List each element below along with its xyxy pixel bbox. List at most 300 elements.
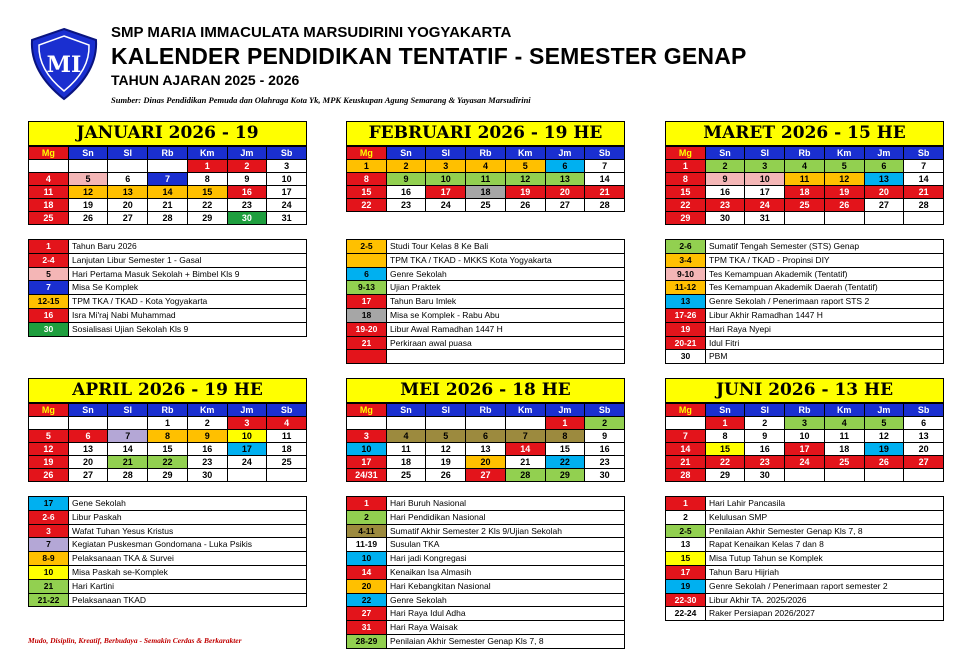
legend-date: 31	[347, 621, 387, 634]
day-cell: 19	[69, 199, 109, 212]
month-days	[346, 146, 625, 212]
legend-description: Ujian Praktek	[390, 282, 441, 293]
day-cell: 23	[228, 199, 268, 212]
day-cell: 7	[148, 173, 188, 186]
legend-description: Hari jadi Kongregasi	[390, 553, 467, 564]
legend-date: 30	[29, 323, 69, 336]
legend-date: 5	[29, 268, 69, 281]
month-days	[28, 403, 307, 482]
day-cell: 10	[426, 173, 466, 186]
month-calendar	[665, 378, 944, 482]
weekday-header: Mg	[666, 404, 706, 417]
legend-row	[347, 525, 625, 539]
day-cell	[506, 417, 546, 430]
day-cell: 4	[267, 417, 307, 430]
day-cell: 18	[466, 186, 506, 199]
legend-date: 16	[29, 309, 69, 322]
day-cell: 24	[785, 456, 825, 469]
day-cell: 19	[506, 186, 546, 199]
day-cell: 6	[108, 173, 148, 186]
legend-date: 2	[666, 511, 706, 524]
month-title: MARET 2026 - 15 HE	[665, 121, 944, 146]
day-cell: 23	[387, 199, 427, 212]
event-legend	[665, 496, 944, 621]
legend-date: 9-13	[347, 281, 387, 294]
legend-description: Kenaikan Isa Almasih	[390, 566, 472, 577]
day-cell: 18	[387, 456, 427, 469]
day-cell: 22	[347, 199, 387, 212]
day-cell	[426, 417, 466, 430]
day-cell: 26	[506, 199, 546, 212]
day-cell: 20	[546, 186, 586, 199]
weekday-header: Sl	[108, 404, 148, 417]
weekday-header: Sb	[585, 404, 625, 417]
day-cell: 17	[745, 186, 785, 199]
legend-description: Hari Raya Waisak	[390, 622, 458, 633]
day-cell: 13	[69, 443, 109, 456]
legend-date: 10	[29, 566, 69, 579]
day-cell: 8	[148, 430, 188, 443]
day-cell: 27	[69, 469, 109, 482]
legend-date: 30	[666, 350, 706, 363]
day-cell: 13	[466, 443, 506, 456]
legend-date: 12-15	[29, 295, 69, 308]
legend-date: 6	[347, 268, 387, 281]
day-cell: 28	[585, 199, 625, 212]
legend-row	[29, 580, 307, 594]
academic-year: TAHUN AJARAN 2025 - 2026	[111, 72, 300, 88]
day-cell: 14	[148, 186, 188, 199]
legend-row	[347, 566, 625, 580]
legend-description: Penilaian Akhir Semester Genap Kls 7, 8	[709, 525, 863, 536]
legend-row	[347, 621, 625, 635]
day-cell: 12	[825, 173, 865, 186]
source-note: Sumber: Dinas Pendidikan Pemuda dan Olahraga Kota Yk, MPK Keuskupan Agung Semarang & Yayasan Marsudirini	[111, 95, 531, 105]
day-cell: 14	[108, 443, 148, 456]
day-cell: 5	[69, 173, 109, 186]
day-cell: 9	[387, 173, 427, 186]
legend-row	[347, 497, 625, 511]
legend-row	[29, 268, 307, 282]
day-cell: 1	[347, 160, 387, 173]
legend-description: Hari Pendidikan Nasional	[390, 511, 486, 522]
legend-date: 27	[347, 607, 387, 620]
weekday-header: Mg	[29, 404, 69, 417]
legend-description	[387, 350, 624, 363]
day-cell	[904, 212, 944, 225]
day-cell: 23	[585, 456, 625, 469]
legend-description: Misa Se Komplek	[72, 282, 139, 293]
month-calendar	[346, 121, 625, 212]
legend-description: Genre Sekolah	[390, 594, 447, 605]
day-cell: 29	[546, 469, 586, 482]
legend-date: 2	[347, 511, 387, 524]
day-cell: 17	[347, 456, 387, 469]
day-cell: 5	[825, 160, 865, 173]
legend-description: TPM TKA / TKAD - MKKS Kota Yogyakarta	[390, 254, 552, 265]
day-cell	[785, 469, 825, 482]
day-cell: 3	[785, 417, 825, 430]
day-cell: 13	[108, 186, 148, 199]
legend-description: Susulan TKA	[390, 539, 440, 550]
weekday-header: Jm	[228, 147, 268, 160]
day-cell: 20	[466, 456, 506, 469]
day-cell: 15	[188, 186, 228, 199]
legend-description: Genre Sekolah / Penerimaan raport STS 2	[709, 296, 870, 307]
legend-row	[29, 281, 307, 295]
day-cell: 29	[188, 212, 228, 225]
event-legend	[28, 496, 307, 607]
day-cell: 2	[228, 160, 268, 173]
legend-row	[29, 552, 307, 566]
day-cell: 19	[426, 456, 466, 469]
weekday-header: Rb	[785, 404, 825, 417]
day-cell: 15	[347, 186, 387, 199]
legend-date: 22-24	[666, 607, 706, 620]
legend-description: Misa Tutup Tahun se Komplek	[709, 553, 823, 564]
event-legend	[665, 239, 944, 364]
day-cell: 24	[745, 199, 785, 212]
day-cell	[69, 417, 109, 430]
weekday-header: Sl	[426, 404, 466, 417]
weekday-header: Mg	[347, 147, 387, 160]
weekday-header: Km	[506, 147, 546, 160]
school-name: SMP MARIA IMMACULATA MARSUDIRINI YOGYAKARTA	[111, 24, 512, 41]
day-cell: 3	[426, 160, 466, 173]
day-cell: 11	[785, 173, 825, 186]
month-title: JANUARI 2026 - 19	[28, 121, 307, 146]
legend-row	[666, 254, 944, 268]
day-cell	[666, 417, 706, 430]
legend-date: 2-5	[347, 240, 387, 253]
legend-description: Hari Lahir Pancasila	[709, 498, 786, 508]
day-cell: 16	[228, 186, 268, 199]
day-cell: 2	[745, 417, 785, 430]
day-cell	[904, 469, 944, 482]
legend-row	[666, 309, 944, 323]
day-cell	[387, 417, 427, 430]
day-cell	[148, 160, 188, 173]
weekday-header: Jm	[546, 147, 586, 160]
day-cell: 21	[585, 186, 625, 199]
legend-row	[347, 295, 625, 309]
weekday-header: Sn	[69, 404, 109, 417]
day-cell: 27	[108, 212, 148, 225]
weekday-header: Sb	[585, 147, 625, 160]
day-cell: 11	[29, 186, 69, 199]
day-cell: 22	[188, 199, 228, 212]
legend-row	[666, 497, 944, 511]
day-cell: 19	[29, 456, 69, 469]
legend-description: Tes Kemampuan Akademik (Tentatif)	[709, 268, 848, 279]
weekday-header: Sl	[426, 147, 466, 160]
day-cell: 28	[666, 469, 706, 482]
day-cell: 21	[108, 456, 148, 469]
day-cell: 25	[825, 456, 865, 469]
legend-date: 13	[666, 295, 706, 308]
day-cell: 28	[108, 469, 148, 482]
month-calendar	[665, 121, 944, 225]
day-cell: 11	[387, 443, 427, 456]
legend-row	[666, 525, 944, 539]
weekday-header: Km	[506, 404, 546, 417]
day-cell: 26	[426, 469, 466, 482]
day-cell: 23	[188, 456, 228, 469]
day-cell: 20	[865, 186, 905, 199]
weekday-header: Km	[825, 404, 865, 417]
day-cell: 24/31	[347, 469, 387, 482]
day-cell: 31	[267, 212, 307, 225]
day-cell: 18	[267, 443, 307, 456]
month-title: APRIL 2026 - 19 HE	[28, 378, 307, 403]
day-cell: 21	[666, 456, 706, 469]
day-cell: 6	[69, 430, 109, 443]
legend-description: Genre Sekolah	[390, 268, 447, 279]
legend-row	[29, 497, 307, 511]
day-cell: 30	[706, 212, 746, 225]
day-cell: 22	[546, 456, 586, 469]
legend-description: Kegiatan Puskesman Gondomana - Luka Psikis	[72, 539, 253, 550]
day-cell: 15	[666, 186, 706, 199]
day-cell: 22	[148, 456, 188, 469]
legend-row	[666, 580, 944, 594]
day-cell: 3	[745, 160, 785, 173]
weekday-header: Sl	[745, 404, 785, 417]
day-cell: 6	[865, 160, 905, 173]
day-cell: 19	[825, 186, 865, 199]
day-cell: 20	[69, 456, 109, 469]
day-cell: 17	[785, 443, 825, 456]
legend-date: 10	[347, 552, 387, 565]
legend-date: 19	[666, 580, 706, 593]
legend-description: Tahun Baru Hijriah	[709, 566, 779, 577]
legend-row	[347, 635, 625, 649]
day-cell: 11	[825, 430, 865, 443]
legend-date: 28-29	[347, 635, 387, 648]
day-cell: 16	[585, 443, 625, 456]
day-cell: 2	[585, 417, 625, 430]
day-cell: 30	[228, 212, 268, 225]
day-cell: 6	[904, 417, 944, 430]
day-cell: 26	[865, 456, 905, 469]
legend-description: Idul Fitri	[709, 337, 740, 348]
day-cell	[108, 417, 148, 430]
day-cell: 25	[785, 199, 825, 212]
weekday-header: Rb	[466, 147, 506, 160]
legend-description: Hari Pertama Masuk Sekolah + Bimbel Kls 9	[72, 268, 240, 279]
day-cell: 14	[904, 173, 944, 186]
day-cell: 30	[188, 469, 228, 482]
legend-description: TPM TKA / TKAD - Propinsi DIY	[709, 254, 830, 265]
month-title: JUNI 2026 - 13 HE	[665, 378, 944, 403]
day-cell: 27	[904, 456, 944, 469]
legend-description: TPM TKA / TKAD - Kota Yogyakarta	[72, 296, 208, 307]
day-cell	[29, 160, 69, 173]
legend-description: Tahun Baru Imlek	[390, 296, 457, 307]
day-cell: 28	[148, 212, 188, 225]
day-cell: 12	[426, 443, 466, 456]
legend-row	[347, 594, 625, 608]
event-legend	[346, 239, 625, 364]
legend-row	[666, 240, 944, 254]
day-cell: 5	[506, 160, 546, 173]
legend-row	[29, 295, 307, 309]
day-cell: 6	[466, 430, 506, 443]
svg-text:MI: MI	[46, 52, 82, 78]
day-cell: 18	[825, 443, 865, 456]
legend-row	[666, 350, 944, 364]
month-calendar	[28, 121, 307, 225]
legend-description: Tes Kemampuan Akademik Daerah (Tentatif)	[709, 282, 878, 293]
legend-date: 3	[29, 525, 69, 538]
day-cell: 29	[706, 469, 746, 482]
day-cell: 13	[904, 430, 944, 443]
legend-description: Sumatif Tengah Semester (STS) Genap	[709, 241, 860, 251]
day-cell	[825, 212, 865, 225]
day-cell: 12	[865, 430, 905, 443]
legend-row	[29, 240, 307, 254]
day-cell: 12	[29, 443, 69, 456]
legend-description: Perkiraan awal puasa	[390, 337, 472, 348]
day-cell: 9	[745, 430, 785, 443]
day-cell: 1	[706, 417, 746, 430]
weekday-header: Sn	[706, 147, 746, 160]
day-cell: 24	[228, 456, 268, 469]
day-cell: 7	[585, 160, 625, 173]
day-cell: 23	[745, 456, 785, 469]
day-cell: 29	[148, 469, 188, 482]
day-cell: 27	[466, 469, 506, 482]
day-cell: 27	[865, 199, 905, 212]
legend-row	[347, 511, 625, 525]
legend-date: 17	[666, 566, 706, 579]
day-cell: 12	[506, 173, 546, 186]
day-cell: 12	[69, 186, 109, 199]
day-cell: 15	[148, 443, 188, 456]
day-cell: 4	[29, 173, 69, 186]
legend-date: 22	[347, 594, 387, 607]
day-cell	[29, 417, 69, 430]
month-title: MEI 2026 - 18 HE	[346, 378, 625, 403]
day-cell: 9	[228, 173, 268, 186]
day-cell: 26	[69, 212, 109, 225]
day-cell: 13	[546, 173, 586, 186]
day-cell: 21	[904, 186, 944, 199]
day-cell: 11	[466, 173, 506, 186]
legend-description: Hari Buruh Nasional	[390, 498, 467, 508]
weekday-header: Sb	[267, 147, 307, 160]
day-cell: 14	[585, 173, 625, 186]
legend-description: Pelaksanaan TKAD	[72, 594, 147, 605]
day-cell: 10	[745, 173, 785, 186]
legend-row	[666, 281, 944, 295]
legend-row	[29, 566, 307, 580]
day-cell: 25	[387, 469, 427, 482]
weekday-header: Sb	[267, 404, 307, 417]
legend-description: PBM	[709, 351, 728, 362]
legend-row	[29, 254, 307, 268]
day-cell: 1	[148, 417, 188, 430]
weekday-header: Jm	[228, 404, 268, 417]
legend-date: 20	[347, 580, 387, 593]
legend-date: 13	[666, 538, 706, 551]
weekday-header: Sn	[387, 404, 427, 417]
weekday-header: Sn	[69, 147, 109, 160]
day-cell: 1	[666, 160, 706, 173]
legend-row	[666, 323, 944, 337]
day-cell: 23	[706, 199, 746, 212]
legend-description: Isra Mi'raj Nabi Muhammad	[72, 309, 176, 320]
legend-row	[347, 350, 625, 364]
legend-row	[347, 323, 625, 337]
day-cell: 10	[267, 173, 307, 186]
legend-row	[347, 281, 625, 295]
weekday-header: Km	[825, 147, 865, 160]
legend-date: 2-4	[29, 254, 69, 267]
day-cell: 5	[426, 430, 466, 443]
legend-description: Libur Awal Ramadhan 1447 H	[390, 323, 503, 334]
day-cell: 28	[506, 469, 546, 482]
legend-description: Misa Paskah se-Komplek	[72, 566, 168, 577]
legend-row	[666, 566, 944, 580]
legend-date: 15	[666, 552, 706, 565]
day-cell: 5	[865, 417, 905, 430]
weekday-header: Mg	[347, 404, 387, 417]
legend-date: 7	[29, 538, 69, 551]
day-cell	[865, 469, 905, 482]
day-cell	[228, 469, 268, 482]
legend-description: Misa se Komplek - Rabu Abu	[390, 309, 500, 320]
legend-row	[347, 538, 625, 552]
day-cell: 30	[745, 469, 785, 482]
legend-date: 20-21	[666, 337, 706, 350]
day-cell: 5	[29, 430, 69, 443]
legend-date: 1	[29, 240, 69, 253]
legend-row	[29, 538, 307, 552]
weekday-header: Km	[188, 404, 228, 417]
legend-row	[666, 511, 944, 525]
legend-date: 18	[347, 309, 387, 322]
legend-row	[347, 309, 625, 323]
legend-description: Hari Raya Nyepi	[709, 323, 771, 334]
day-cell: 2	[188, 417, 228, 430]
legend-description: Pelaksanaan TKA & Survei	[72, 553, 174, 564]
month-calendar	[346, 378, 625, 482]
day-cell: 19	[865, 443, 905, 456]
day-cell: 3	[267, 160, 307, 173]
day-cell: 25	[466, 199, 506, 212]
day-cell: 22	[666, 199, 706, 212]
legend-row	[666, 607, 944, 621]
day-cell: 24	[426, 199, 466, 212]
day-cell: 31	[745, 212, 785, 225]
day-cell: 10	[228, 430, 268, 443]
weekday-header: Jm	[865, 147, 905, 160]
legend-date: 19-20	[347, 323, 387, 336]
day-cell: 16	[387, 186, 427, 199]
month-days	[665, 146, 944, 225]
legend-row	[29, 323, 307, 337]
day-cell: 8	[666, 173, 706, 186]
legend-date: 11-19	[347, 538, 387, 551]
day-cell: 10	[347, 443, 387, 456]
legend-row	[666, 268, 944, 282]
day-cell: 25	[267, 456, 307, 469]
legend-date: 21	[29, 580, 69, 593]
legend-description: Wafat Tuhan Yesus Kristus	[72, 525, 174, 536]
event-legend	[28, 239, 307, 337]
day-cell	[69, 160, 109, 173]
